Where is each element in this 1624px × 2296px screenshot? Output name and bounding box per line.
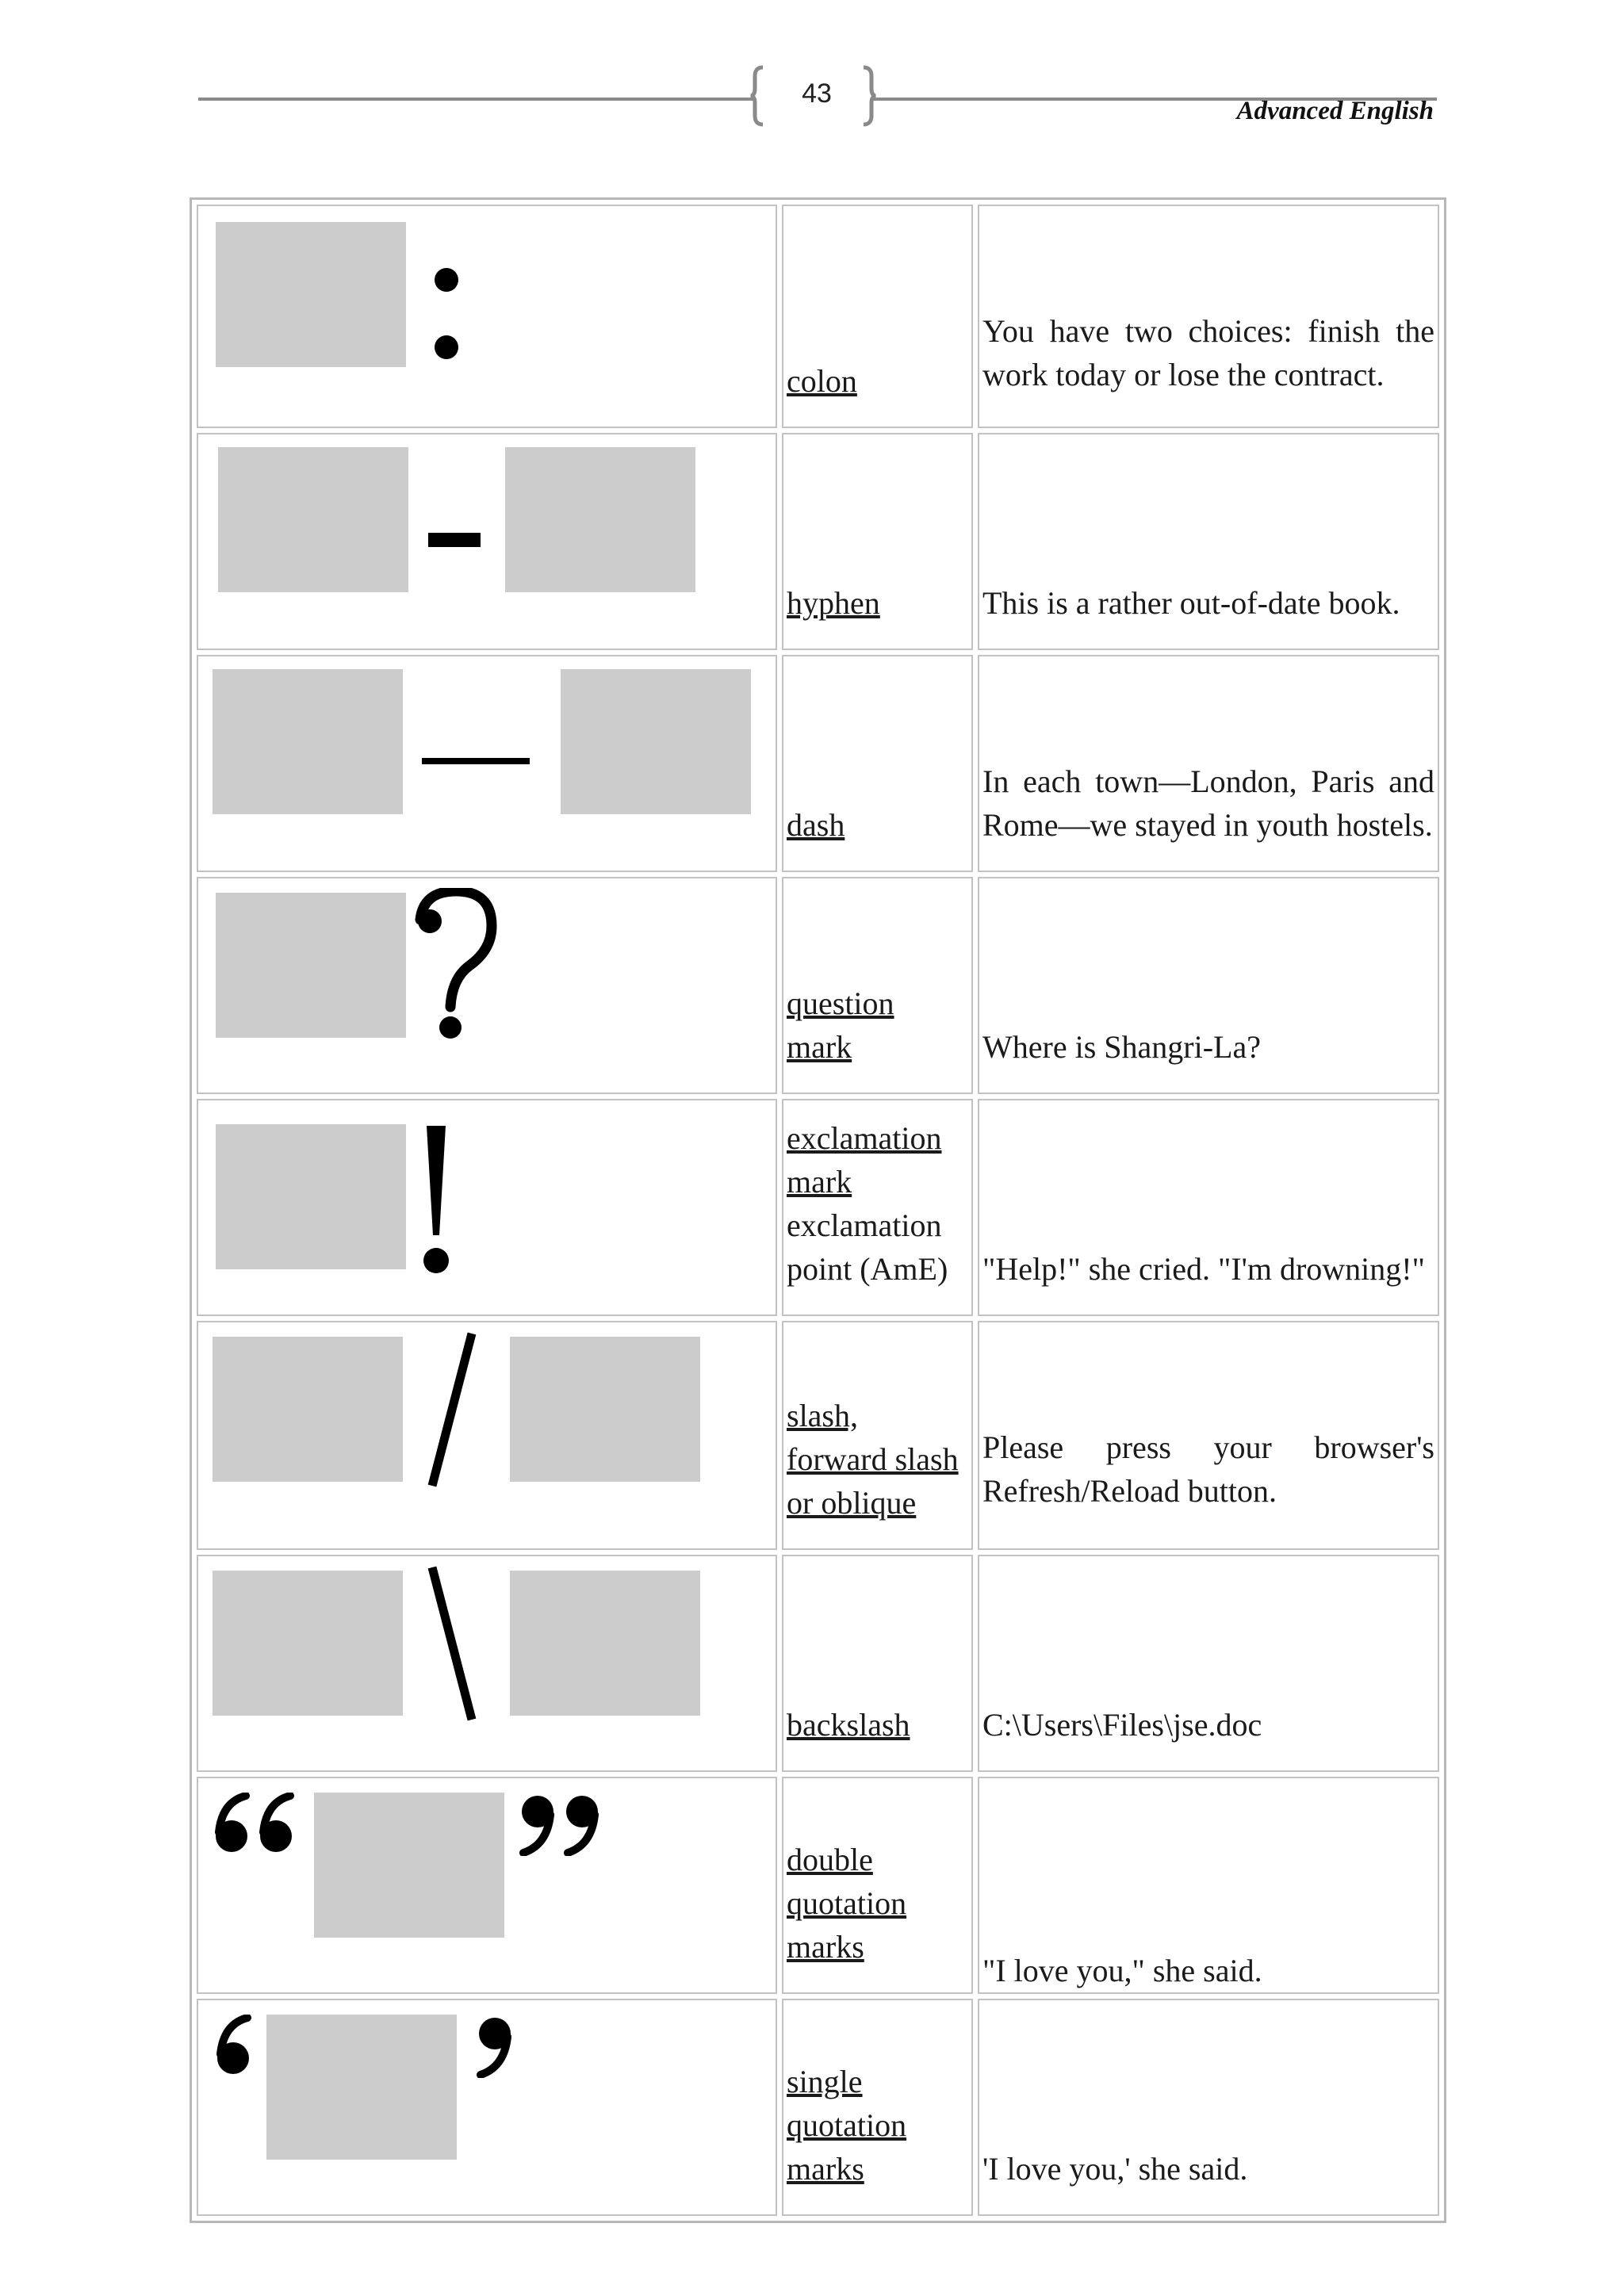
exclamation-mark-icon	[420, 1124, 452, 1275]
name-cell	[782, 1999, 973, 2216]
double-quotation-marks-icon	[214, 1793, 301, 1856]
table-row	[197, 205, 1439, 428]
closing-single-quote-icon	[473, 2015, 512, 2078]
symbol-cell	[197, 205, 777, 428]
term-link[interactable]: dash	[787, 807, 845, 843]
example-cell: In each town—London, Paris and Rome—we stayed in youth hostels.	[978, 655, 1439, 872]
symbol-cell	[197, 433, 777, 650]
term-link[interactable]: question	[787, 985, 894, 1021]
term-link[interactable]: mark	[787, 1164, 852, 1200]
symbol-cell	[197, 877, 777, 1094]
name-cell	[782, 1321, 973, 1550]
example-cell: 'I love you,' she said.	[978, 1999, 1439, 2216]
example-cell: Where is Shangri-La?	[978, 877, 1439, 1094]
table-row	[197, 1099, 1439, 1316]
placeholder-box	[510, 1337, 700, 1482]
symbol-cell	[197, 1999, 777, 2216]
term-link[interactable]: quotation	[787, 1885, 907, 1921]
term-link[interactable]: forward slash	[787, 1441, 959, 1477]
example-cell: C:\Users\Files\jse.doc	[978, 1555, 1439, 1772]
placeholder-box	[216, 222, 406, 367]
example-cell: "Help!" she cried. "I'm drowning!"	[978, 1099, 1439, 1316]
name-cell	[782, 1555, 973, 1772]
symbol-cell	[197, 1099, 777, 1316]
single-quotation-marks-icon	[216, 2015, 255, 2078]
term-link[interactable]: marks	[787, 2151, 864, 2187]
right-brace-icon	[860, 65, 878, 127]
table-row	[197, 433, 1439, 650]
term-link[interactable]: single	[787, 2064, 863, 2099]
term-link[interactable]: slash,	[787, 1398, 858, 1433]
placeholder-box	[213, 1337, 403, 1482]
placeholder-box	[218, 447, 408, 592]
placeholder-box	[213, 669, 403, 814]
example-cell: You have two choices: finish the work today or lose the contract.	[978, 205, 1439, 428]
question-mark-icon	[412, 888, 500, 1039]
term-link[interactable]: or oblique	[787, 1485, 917, 1521]
header-rule-left	[198, 98, 753, 101]
table-row	[197, 1555, 1439, 1772]
placeholder-box	[213, 1571, 403, 1716]
name-cell	[782, 877, 973, 1094]
placeholder-box	[216, 1124, 406, 1269]
placeholder-box	[505, 447, 695, 592]
placeholder-box	[266, 2015, 457, 2160]
table-row	[197, 1321, 1439, 1550]
table-row	[197, 655, 1439, 872]
term-link[interactable]: mark	[787, 1029, 852, 1065]
term-link[interactable]: quotation	[787, 2107, 907, 2143]
name-cell	[782, 655, 973, 872]
example-cell: "I love you," she said.	[978, 1777, 1439, 1994]
placeholder-box	[314, 1793, 504, 1938]
left-brace-icon	[749, 65, 766, 127]
example-cell: This is a rather out-of-date book.	[978, 433, 1439, 650]
table-row	[197, 1777, 1439, 1994]
term-link[interactable]: colon	[787, 363, 857, 399]
symbol-cell	[197, 1555, 777, 1772]
placeholder-box	[510, 1571, 700, 1716]
closing-double-quote-icon	[515, 1793, 603, 1856]
term-link[interactable]: backslash	[787, 1707, 910, 1743]
placeholder-box	[561, 669, 751, 814]
term-link[interactable]: marks	[787, 1929, 864, 1965]
term-alt: point (AmE)	[787, 1251, 948, 1287]
backslash-icon	[424, 1564, 480, 1723]
symbol-cell	[197, 655, 777, 872]
page-header	[0, 0, 1624, 159]
punctuation-table	[190, 197, 1446, 2223]
symbol-cell	[197, 1321, 777, 1550]
hyphen-icon	[428, 533, 481, 547]
name-cell	[782, 1777, 973, 1994]
dash-icon	[422, 758, 530, 764]
page-number: 43	[802, 78, 832, 109]
name-cell	[782, 433, 973, 650]
book-title: Advanced English	[1236, 97, 1434, 125]
placeholder-box	[216, 893, 406, 1038]
name-cell	[782, 205, 973, 428]
term-link[interactable]: double	[787, 1842, 873, 1877]
term-alt: exclamation	[787, 1207, 942, 1243]
table-row	[197, 1999, 1439, 2216]
term-link[interactable]: exclamation	[787, 1120, 942, 1156]
example-cell: Please press your browser's Refresh/Reload button.	[978, 1321, 1439, 1550]
symbol-cell	[197, 1777, 777, 1994]
term-link[interactable]: hyphen	[787, 585, 880, 621]
slash-icon	[424, 1330, 480, 1489]
name-cell	[782, 1099, 973, 1316]
table-row	[197, 877, 1439, 1094]
